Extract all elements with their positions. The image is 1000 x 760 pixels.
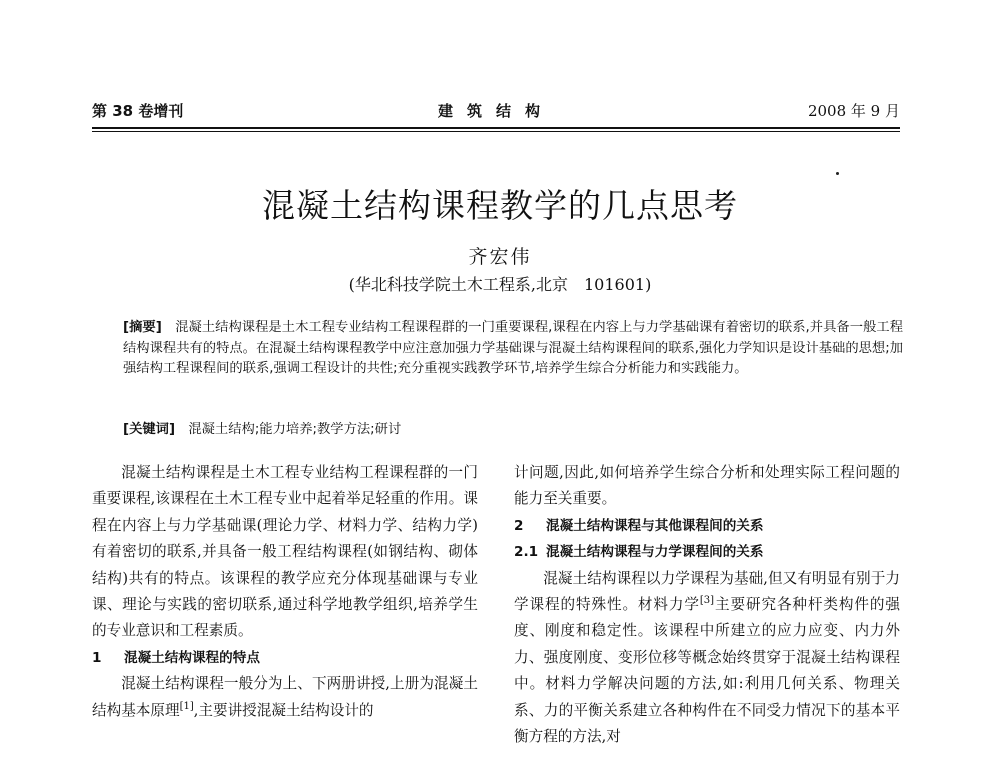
author-name: 齐宏伟 bbox=[468, 246, 532, 268]
author-affiliation: (华北科技学院土木工程系,北京 101601) bbox=[348, 275, 652, 294]
section-2-1-heading bbox=[514, 539, 900, 565]
section-1-number: 1 bbox=[92, 649, 102, 666]
article-title: 混凝土结构课程教学的几点思考 bbox=[262, 186, 738, 225]
section-2-1-paragraph bbox=[514, 566, 900, 751]
section-1-text-a: 混凝土结构课程一般分为上、下两册讲授,上册为混凝土结构基本原理 bbox=[92, 675, 478, 719]
section-1-heading bbox=[92, 645, 478, 671]
continued-paragraph: 计问题,因此,如何培养学生综合分析和处理实际工程问题的能力至关重要。 bbox=[514, 464, 900, 508]
keywords-text: 混凝土结构;能力培养;教学方法;研讨 bbox=[188, 422, 402, 437]
intro-paragraph: 混凝土结构课程是土木工程专业结构工程课程群的一门重要课程,该课程在土木工程专业中起着举足轻重的作用。课程在内容上与力学基础课(理论力学、材料力学、结构力学)有着密切的联系,并具备一般工程结构课程(如钢结构、砌体结构)共有的特点。该课程的教学应充分体现基础课与专业课、理论与实践的密切联系,通过科学地教学组织,培养学生的专业意识和工程素质。 bbox=[92, 464, 478, 640]
citation-1: [1] bbox=[179, 700, 194, 712]
section-2-1-number: 2.1 bbox=[514, 544, 539, 561]
section-2-title: 混凝土结构课程与其他课程间的关系 bbox=[546, 517, 764, 534]
keywords bbox=[123, 420, 903, 440]
header-rule-thick bbox=[92, 127, 900, 129]
scan-speck bbox=[836, 172, 839, 175]
section-1-paragraph bbox=[92, 671, 478, 724]
section-2-1-text-a: 混凝土结构课程以力学课程为基础,但又有明显有别于力学课程的特殊性。材料力学 bbox=[514, 569, 900, 614]
running-header bbox=[92, 100, 900, 126]
section-1-text-b: ,主要讲授混凝土结构设计的 bbox=[193, 701, 374, 719]
issue-date: 2008 年 9 月 bbox=[807, 102, 900, 120]
header-rule-thin bbox=[92, 131, 900, 132]
left-column bbox=[92, 460, 478, 724]
abstract bbox=[123, 318, 903, 380]
citation-3: [3] bbox=[699, 595, 715, 607]
right-column bbox=[514, 460, 900, 750]
section-2-1-text-b: 主要研究各种杆类构件的强度、刚度和稳定性。该课程中所建立的应力应变、内力外力、强度刚度、变形位移等概念始终贯穿于混凝土结构课程中。材料力学解决问题的方法,如:利用几何关系、物理关系、力的平衡关系建立各种构件在不同受力情况下的基本平衡方程的方法,对 bbox=[514, 596, 900, 746]
abstract-text: 混凝土结构课程是土木工程专业结构工程课程群的一门重要课程,课程在内容上与力学基础课有着密切的联系,并具备一般工程结构课程共有的特点。在混凝土结构课程教学中应注意加强力学基础课与混凝土结构课程间的联系,强化力学知识是设计基础的思想;加强结构工程课程间的联系,强调工程设计的共性;充分重视实践教学环节,培养学生综合分析能力和实践能力。 bbox=[123, 320, 904, 377]
section-1-title: 混凝土结构课程的特点 bbox=[124, 649, 260, 666]
volume-label: 第 38 卷增刊 bbox=[92, 102, 184, 120]
keywords-label: [关键词] bbox=[123, 422, 176, 437]
section-2-1-title: 混凝土结构课程与力学课程间的关系 bbox=[546, 544, 764, 561]
section-2-heading bbox=[514, 513, 900, 539]
section-2-number: 2 bbox=[514, 517, 524, 534]
journal-name: 建筑结构 bbox=[437, 102, 554, 120]
abstract-label: [摘要] bbox=[123, 320, 162, 335]
